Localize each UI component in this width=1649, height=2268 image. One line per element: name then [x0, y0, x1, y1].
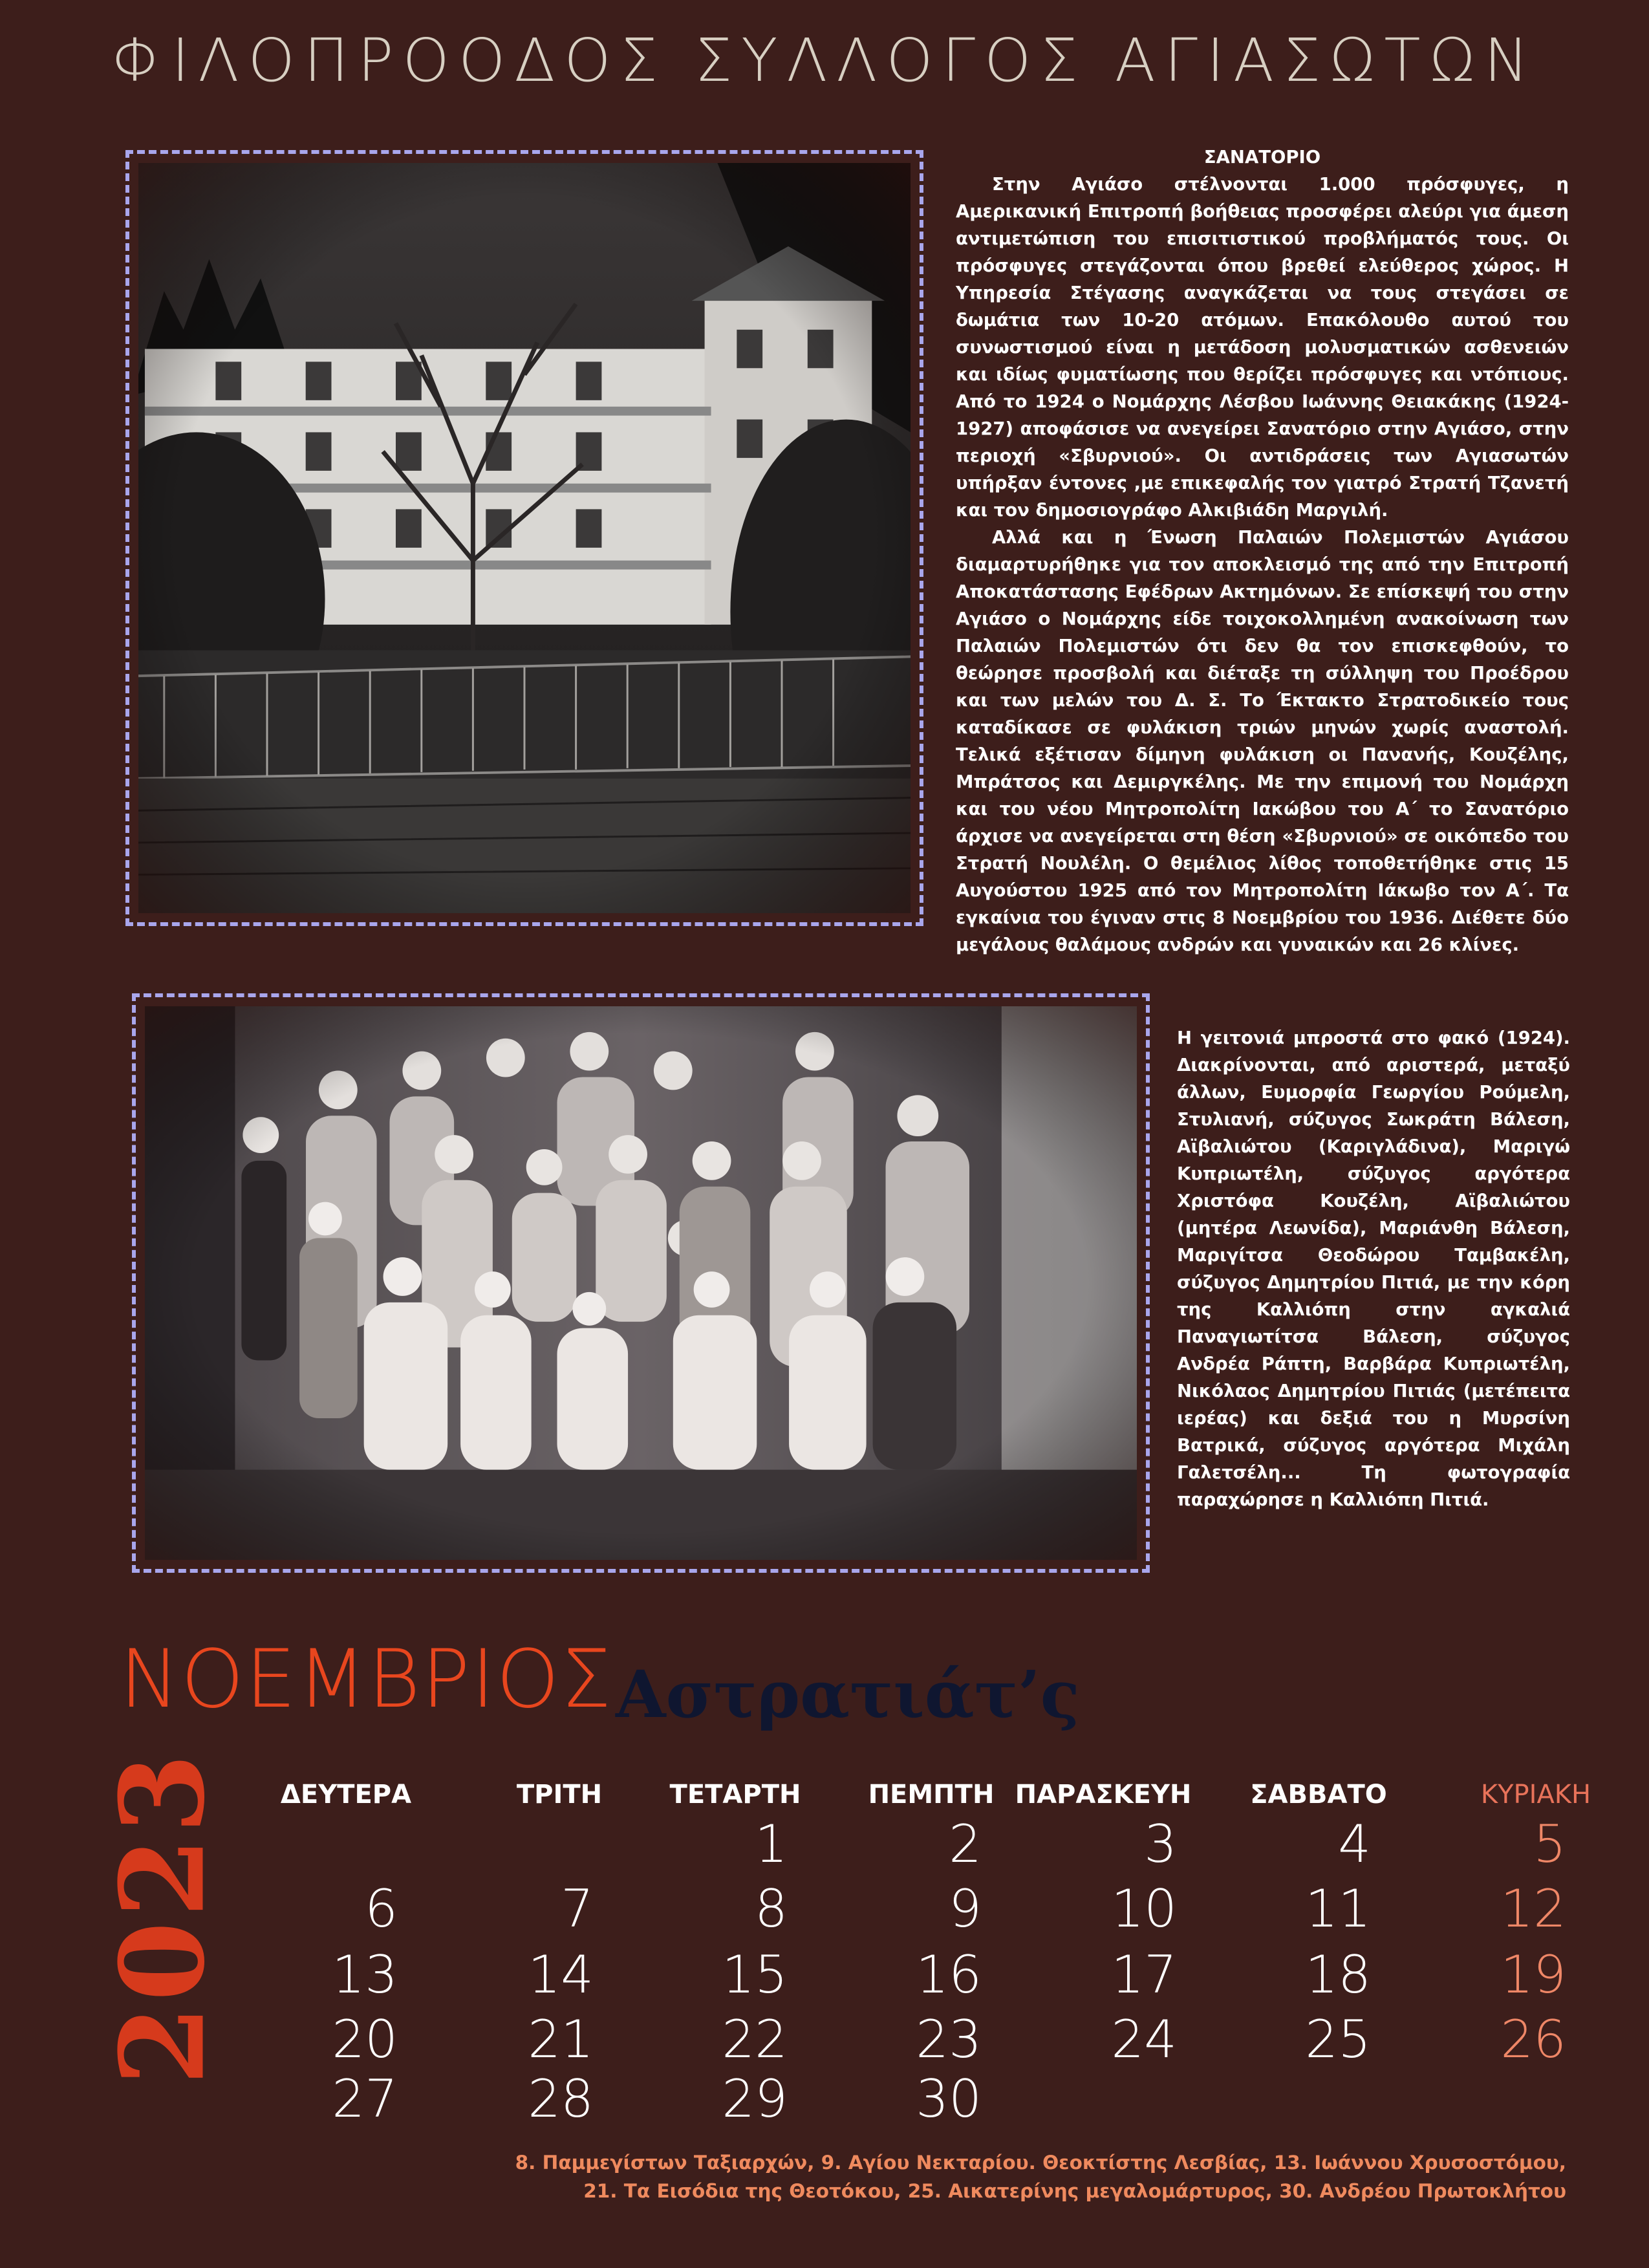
- calendar-day-25: 25: [1305, 2009, 1371, 2069]
- calendar-day-29: 29: [722, 2069, 788, 2129]
- group-photo-caption: Η γειτονιά μπροστά στο φακό (1924). Διακρίνονται, από αριστερά, μεταξύ άλλων, Ευμορφία Γεωργίου Ρούμελη, Στυλιανή, σύζυγος Σωκράτη Βάλεση, Αϊβαλιώτου (Καριγλάδινα), Μαριγώ Κυπριωτέλη, σύζυγος αργότερα Χριστόφα Κουζέλη, Αϊβαλιώτου (μητέρα Λεωνίδα), Μαριάνθη Βάλεση, Μαριγίτσα Θεοδώρου Ταμβακέλη, σύζυγος Δημητρίου Πιτιά, με την κόρη της Καλλιόπη στην αγκαλιά Παναγιωτίτσα Βάλεση, σύζυγος Ανδρέα Ράπτη, Βαρβάρα Κυπριωτέλη, Νικόλαος Δημητρίου Πιτιάς (μετέπειτα ιερέας) και δεξιά του η Μυρσίνη Βατρικά, σύζυγος αργότερα Μιχάλη Γαλετσέλη... Τη φωτογραφία παραχώρησε η Καλλιόπη Πιτιά.: [1177, 1028, 1570, 1510]
- weekday-header-fri: ΠΑΡΑΣΚΕΥΗ: [1015, 1780, 1192, 1809]
- calendar-day-14: 14: [528, 1945, 594, 2005]
- calendar-day-1: 1: [755, 1814, 788, 1874]
- group-photo-frame: [132, 993, 1150, 1573]
- calendar-day-15: 15: [722, 1945, 788, 2005]
- group-photo: [145, 1006, 1137, 1560]
- calendar-day-10: 10: [1111, 1879, 1177, 1939]
- calendar-day-5: 5: [1533, 1814, 1566, 1874]
- weekday-header-sat: ΣΑΒΒΑΤΟ: [1250, 1780, 1387, 1809]
- calendar-day-4: 4: [1338, 1814, 1371, 1874]
- weekday-header-thu: ΠΕΜΠΤΗ: [868, 1780, 995, 1809]
- year-label: [94, 1749, 230, 2086]
- calendar-day-21: 21: [528, 2009, 594, 2069]
- calendar-day-18: 18: [1305, 1945, 1371, 2005]
- calendar-day-2: 2: [949, 1814, 982, 1874]
- calendar-day-27: 27: [332, 2069, 398, 2129]
- calendar-day-26: 26: [1500, 2009, 1566, 2069]
- calendar-day-19: 19: [1500, 1945, 1566, 2005]
- weekday-header-mon: ΔΕΥΤΕΡΑ: [280, 1780, 412, 1809]
- feast-days-note: [402, 2148, 1566, 2205]
- sanatorium-photo-frame: [125, 150, 923, 926]
- calendar-day-3: 3: [1144, 1814, 1177, 1874]
- feast-days-line-2: 21. Τα Εισόδια της Θεοτόκου, 25. Αικατερίνης μεγαλομάρτυρος, 30. Ανδρέου Πρωτοκλήτου: [583, 2180, 1566, 2202]
- calendar-day-12: 12: [1500, 1879, 1566, 1939]
- weekday-header-sun: ΚΥΡΙΑΚΗ: [1480, 1780, 1591, 1809]
- calendar-day-22: 22: [722, 2009, 788, 2069]
- month-title: ΝΟΕΜΒΡΙΟΣ: [120, 1633, 613, 1726]
- calendar-day-20: 20: [332, 2009, 398, 2069]
- calendar-day-16: 16: [916, 1945, 982, 2005]
- calendar-day-30: 30: [916, 2069, 982, 2129]
- year-text: 2023: [94, 1749, 230, 2086]
- article-paragraph-2: Αλλά και η Ένωση Παλαιών Πολεμιστών Αγιάσου διαμαρτυρήθηκε για τον αποκλεισμό της από την Επιτροπή Αποκατάστασης Εφέδρων Ακτημόνων. Σε επίσκεψή του στην Αγιάσο ο Νομάρχης είδε τοιχοκολλημένη ανακοίνωση των Παλαιών Πολεμιστών ότι δεν θα τον επισκεφθούν, το θεώρησε προσβολή και διέταξε τη σύλληψη του Προέδρου και των μελών του Δ. Σ. Το Έκτακτο Στρατοδικείο τους καταδίκασε σε φυλάκιση τριών μηνών χωρίς αναστολή. Τελικά εξέτισαν δίμηνη φυλάκιση οι Πανανής, Κουζέλης, Μπράτσος και Δεμιργκέλης. Με την επιμονή του Νομάρχη και του νέου Μητροπολίτη Ιακώβου του Α΄ το Σανατόριο άρχισε να ανεγείρεται στη θέση «Σβυρνιού» σε οικόπεδο του Στρατή Νουλέλη. Ο θεμέλιος λίθος τοποθετήθηκε στις 15 Αυγούστου 1925 από τον Μητροπολίτη Ιάκωβο τον Α΄. Τα εγκαίνια του έγιναν στις 8 Νοεμβρίου του 1936. Διέθετε δύο μεγάλους θαλάμους ανδρών και γυναικών και 26 κλίνες.: [956, 527, 1569, 955]
- calendar-day-24: 24: [1111, 2009, 1177, 2069]
- calendar-day-9: 9: [949, 1879, 982, 1939]
- calendar-day-6: 6: [365, 1879, 398, 1939]
- feast-days-line-1: 8. Παμμεγίστων Ταξιαρχών, 9. Αγίου Νεκταρίου. Θεοκτίστης Λεσβίας, 13. Ιωάννου Χρυσοστόμου,: [515, 2152, 1566, 2174]
- calendar-day-28: 28: [528, 2069, 594, 2129]
- sanatorium-article: [956, 144, 1569, 958]
- calendar-day-8: 8: [755, 1879, 788, 1939]
- calendar-day-7: 7: [561, 1879, 594, 1939]
- calendar-day-13: 13: [332, 1945, 398, 2005]
- article-paragraph-1: Στην Αγιάσο στέλνονται 1.000 πρόσφυγες, η Αμερικανική Επιτροπή βοήθειας προσφέρει αλεύρι για άμεση αντιμετώπιση του επισιτιστικού προβλήματός τους. Οι πρόσφυγες στεγάζονται όπου βρεθεί ελεύθερος χώρος. Η Υπηρεσία Στέγασης αναγκάζεται να τους στεγάσει σε δωμάτια των 10-20 ατόμων. Επακόλουθο αυτού του συνωστισμού είναι η μετάδοση μολυσματικών ασθενειών και ιδίως φυματίωσης που θερίζει πρόσφυγες και ντόπιους. Από το 1924 ο Νομάρχης Λέσβου Ιωάννης Θειακάκης (1924-1927) αποφάσισε να ανεγείρει Σανατόριο στην Αγιάσο, στην περιοχή «Σβυρνιού». Οι αντιδράσεις των Αγιασωτών υπήρξαν έντονες ,με επικεφαλής τον γιατρό Στρατή Τζανετή και τον δημοσιογράφο Αλκιβιάδη Μαργιλή.: [956, 174, 1569, 521]
- calendar-day-17: 17: [1111, 1945, 1177, 2005]
- article-title: ΣΑΝΑΤΟΡΙΟ: [1203, 147, 1321, 167]
- weekday-header-wed: ΤΕΤΑΡΤΗ: [669, 1780, 801, 1809]
- weekday-header-tue: ΤΡΙΤΗ: [516, 1780, 603, 1809]
- sanatorium-photo: [138, 163, 911, 913]
- page-header: ΦΙΛΟΠΡΟΟΔΟΣ ΣΥΛΛΟΓΟΣ ΑΓΙΑΣΩΤΩΝ: [111, 26, 1538, 95]
- month-subtitle: Αστρατιάτ’ς: [616, 1656, 1080, 1733]
- calendar-day-23: 23: [916, 2009, 982, 2069]
- calendar-day-11: 11: [1305, 1879, 1371, 1939]
